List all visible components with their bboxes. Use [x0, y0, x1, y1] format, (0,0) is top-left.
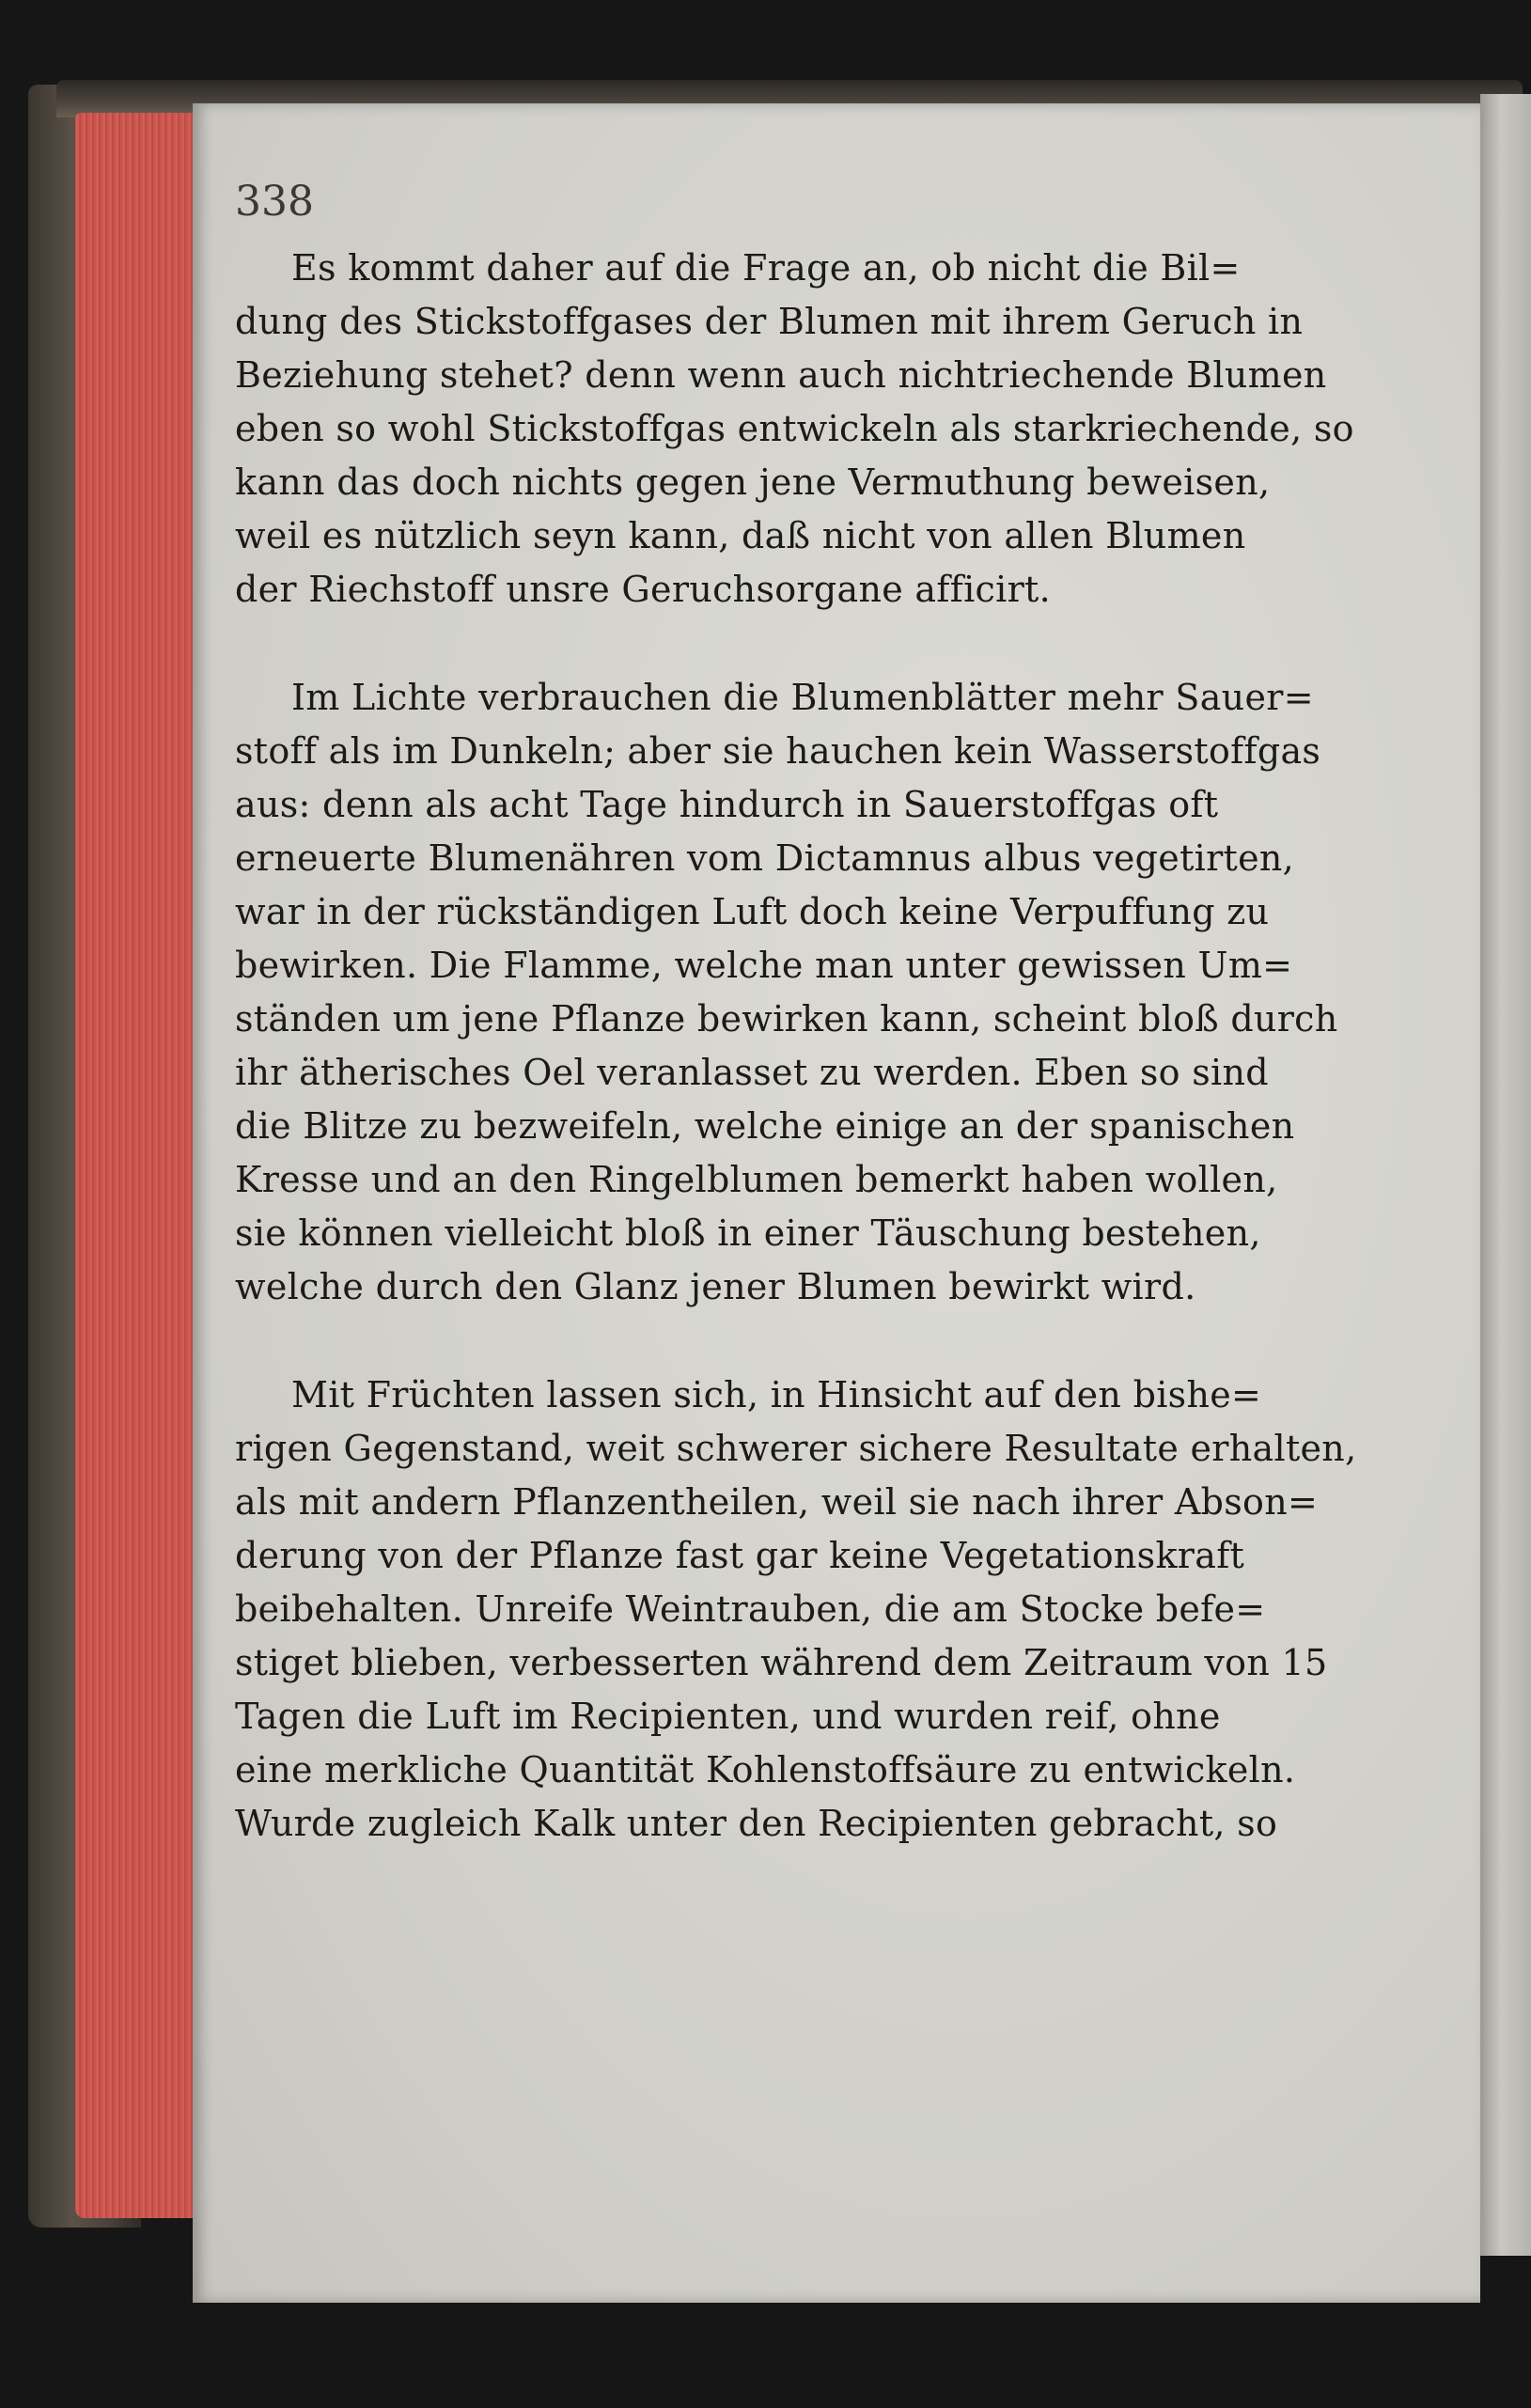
- text-line: weil es nützlich seyn kann, daß nicht von allen Blumen: [235, 515, 1246, 556]
- text-line: der Riechstoff unsre Geruchsorgane afficirt.: [235, 569, 1051, 610]
- red-page-edges: [75, 113, 207, 2218]
- page-number: 338: [235, 178, 314, 226]
- page-text: [235, 174, 1357, 1905]
- text-line: stiget blieben, verbesserten während dem Zeitraum von 15: [235, 1642, 1328, 1683]
- text-line: stoff als im Dunkeln; aber sie hauchen kein Wasserstoffgas: [235, 730, 1321, 772]
- text-line: als mit andern Pflanzentheilen, weil sie nach ihrer Abson=: [235, 1481, 1319, 1523]
- text-line: erneuerte Blumenähren vom Dictamnus albus vegetirten,: [235, 837, 1295, 879]
- paragraph-2: [235, 671, 1353, 1314]
- text-line: die Blitze zu bezweifeln, welche einige an der spanischen: [235, 1105, 1295, 1147]
- text-line: Mit Früchten lassen sich, in Hinsicht auf den bishe=: [291, 1374, 1262, 1415]
- text-line: beibehalten. Unreife Weintrauben, die am Stocke befe=: [235, 1588, 1266, 1630]
- text-line: Im Lichte verbrauchen die Blumenblätter mehr Sauer=: [291, 677, 1314, 718]
- text-line: rigen Gegenstand, weit schwerer sichere Resultate erhalten,: [235, 1428, 1357, 1469]
- text-line: Es kommt daher auf die Frage an, ob nicht die Bil=: [291, 247, 1241, 289]
- text-line: eben so wohl Stickstoffgas entwickeln als starkriechende, so: [235, 408, 1354, 449]
- text-line: derung von der Pflanze fast gar keine Vegetationskraft: [235, 1535, 1245, 1576]
- text-line: war in der rückständigen Luft doch keine Verpuffung zu: [235, 891, 1270, 932]
- text-line: Kresse und an den Ringelblumen bemerkt haben wollen,: [235, 1159, 1278, 1200]
- facing-page-edge: [1480, 94, 1531, 2256]
- text-line: Beziehung stehet? denn wenn auch nichtriechende Blumen: [235, 354, 1327, 396]
- text-line: dung des Stickstoffgases der Blumen mit ihrem Geruch in: [235, 301, 1304, 342]
- text-line: ständen um jene Pflanze bewirken kann, scheint bloß durch: [235, 998, 1338, 1040]
- text-line: bewirken. Die Flamme, welche man unter gewissen Um=: [235, 945, 1293, 986]
- paragraph-1: [235, 242, 1353, 617]
- text-line: aus: denn als acht Tage hindurch in Sauerstoffgas oft: [235, 784, 1219, 825]
- paragraph-3: [235, 1368, 1357, 1851]
- text-line: eine merkliche Quantität Kohlenstoffsäure zu entwickeln.: [235, 1749, 1296, 1790]
- text-line: ihr ätherisches Oel veranlasset zu werden. Eben so sind: [235, 1052, 1269, 1093]
- text-line: sie können vielleicht bloß in einer Täuschung bestehen,: [235, 1212, 1261, 1254]
- text-line: Wurde zugleich Kalk unter den Recipienten gebracht, so: [235, 1803, 1278, 1844]
- text-line: kann das doch nichts gegen jene Vermuthung beweisen,: [235, 461, 1271, 503]
- text-line: welche durch den Glanz jener Blumen bewirkt wird.: [235, 1266, 1196, 1307]
- text-line: Tagen die Luft im Recipienten, und wurden reif, ohne: [235, 1696, 1221, 1737]
